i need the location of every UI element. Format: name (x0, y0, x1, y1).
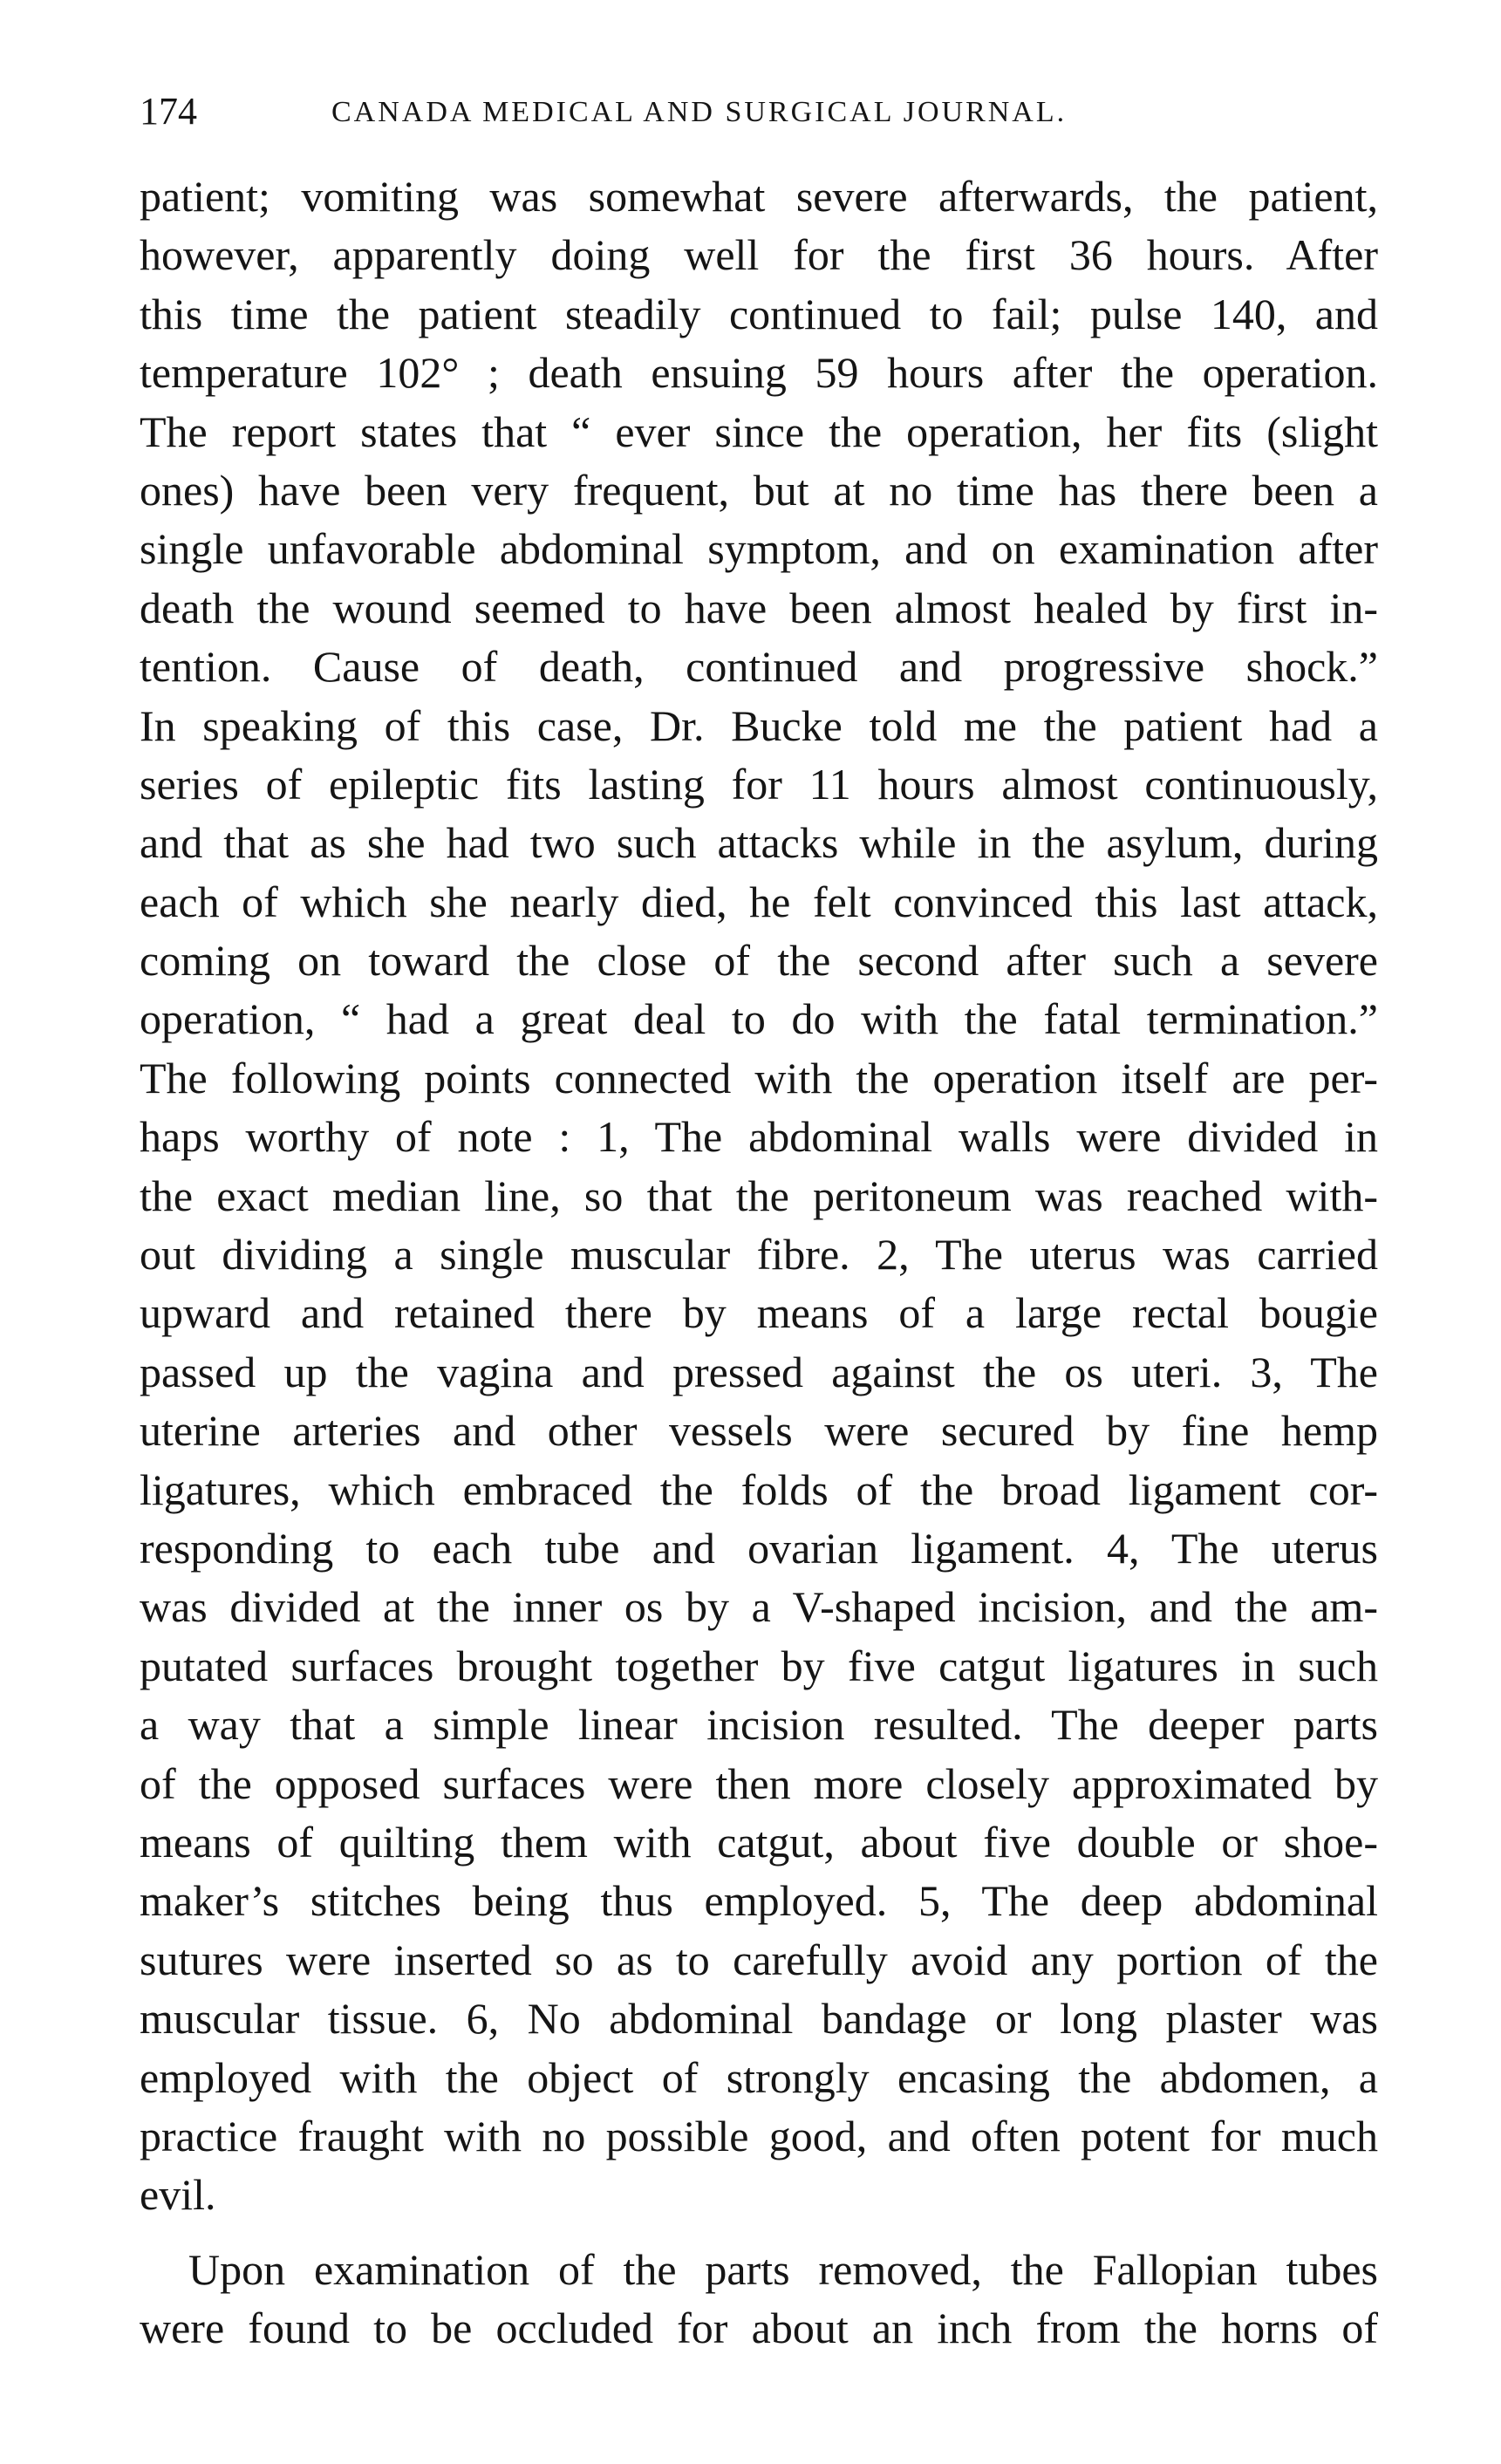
text-line: and that as she had two such attacks while in the asylum, during (140, 818, 1378, 868)
text-line: passed up the vagina and pressed against the os uteri. 3, The (140, 1347, 1378, 1396)
text-line: coming on toward the close of the second after such a severe (140, 936, 1378, 986)
text-line: haps worthy of note : 1, The abdominal walls were divided in (140, 1112, 1378, 1162)
text-line: maker’s stitches being thus employed. 5, The deep abdominal (140, 1876, 1378, 1926)
text-line: patient; vomiting was somewhat severe afterwards, the patient, (140, 172, 1378, 221)
text-line: The report states that “ ever since the operation, her fits (slight (140, 406, 1378, 456)
text-line: responding to each tube and ovarian ligament. 4, The uterus (140, 1523, 1378, 1573)
text-line: a way that a simple linear incision resulted. The deeper parts (140, 1700, 1378, 1750)
text-line: putated surfaces brought together by five catgut ligatures in such (140, 1641, 1378, 1690)
running-head (140, 85, 1395, 138)
text-line: In speaking of this case, Dr. Bucke told me the patient had a (140, 700, 1378, 750)
text-line: evil. (140, 2170, 216, 2220)
journal-title: CANADA MEDICAL AND SURGICAL JOURNAL. (331, 96, 1068, 128)
text-line: this time the patient steadily continued to fail; pulse 140, and (140, 289, 1378, 338)
text-line: The following points connected with the operation itself are per- (140, 1053, 1378, 1102)
text-line: sutures were inserted so as to carefully avoid any portion of the (140, 1935, 1378, 1984)
paragraph-gap (140, 2225, 1378, 2241)
text-line: temperature 102° ; death ensuing 59 hours after the operation. (140, 348, 1378, 398)
text-line: means of quilting them with catgut, about five double or shoe- (140, 1817, 1378, 1867)
text-line: practice fraught with no possible good, and often potent for much (140, 2111, 1378, 2160)
text-line: employed with the object of strongly encasing the abdomen, a (140, 2052, 1378, 2102)
text-line: was divided at the inner os by a V-shaped incision, and the am- (140, 1582, 1378, 1632)
text-line: the exact median line, so that the peritoneum was reached with- (140, 1171, 1378, 1220)
text-line: Upon examination of the parts removed, the Fallopian tubes (188, 2244, 1378, 2294)
text-line: tention. Cause of death, continued and progressive shock.” (140, 642, 1378, 692)
text-line: ligatures, which embraced the folds of the broad ligament cor- (140, 1464, 1378, 1514)
text-line: single unfavorable abdominal symptom, and on examination after (140, 524, 1378, 574)
text-line: uterine arteries and other vessels were secured by fine hemp (140, 1406, 1378, 1456)
text-line: death the wound seemed to have been almost healed by first in- (140, 583, 1378, 632)
text-line: were found to be occluded for about an inch from the horns of (140, 2304, 1378, 2353)
text-line: upward and retained there by means of a large rectal bougie (140, 1288, 1378, 1338)
text-line: of the opposed surfaces were then more closely approximated by (140, 1758, 1378, 1808)
body-text (140, 167, 1378, 2358)
text-line: each of which she nearly died, he felt convinced this last attack, (140, 877, 1378, 926)
paragraph-1 (140, 167, 1378, 2225)
text-line: however, apparently doing well for the first 36 hours. After (140, 230, 1378, 280)
page-number: 174 (140, 90, 197, 133)
text-line: operation, “ had a great deal to do with the fatal termination.” (140, 994, 1378, 1044)
text-line: ones) have been very frequent, but at no time has there been a (140, 465, 1378, 515)
text-line: series of epileptic fits lasting for 11 hours almost continuously, (140, 759, 1378, 809)
paragraph-2 (140, 2241, 1378, 2358)
text-line: muscular tissue. 6, No abdominal bandage or long plaster was (140, 1994, 1378, 2044)
text-line: out dividing a single muscular fibre. 2, The uterus was carried (140, 1230, 1378, 1280)
